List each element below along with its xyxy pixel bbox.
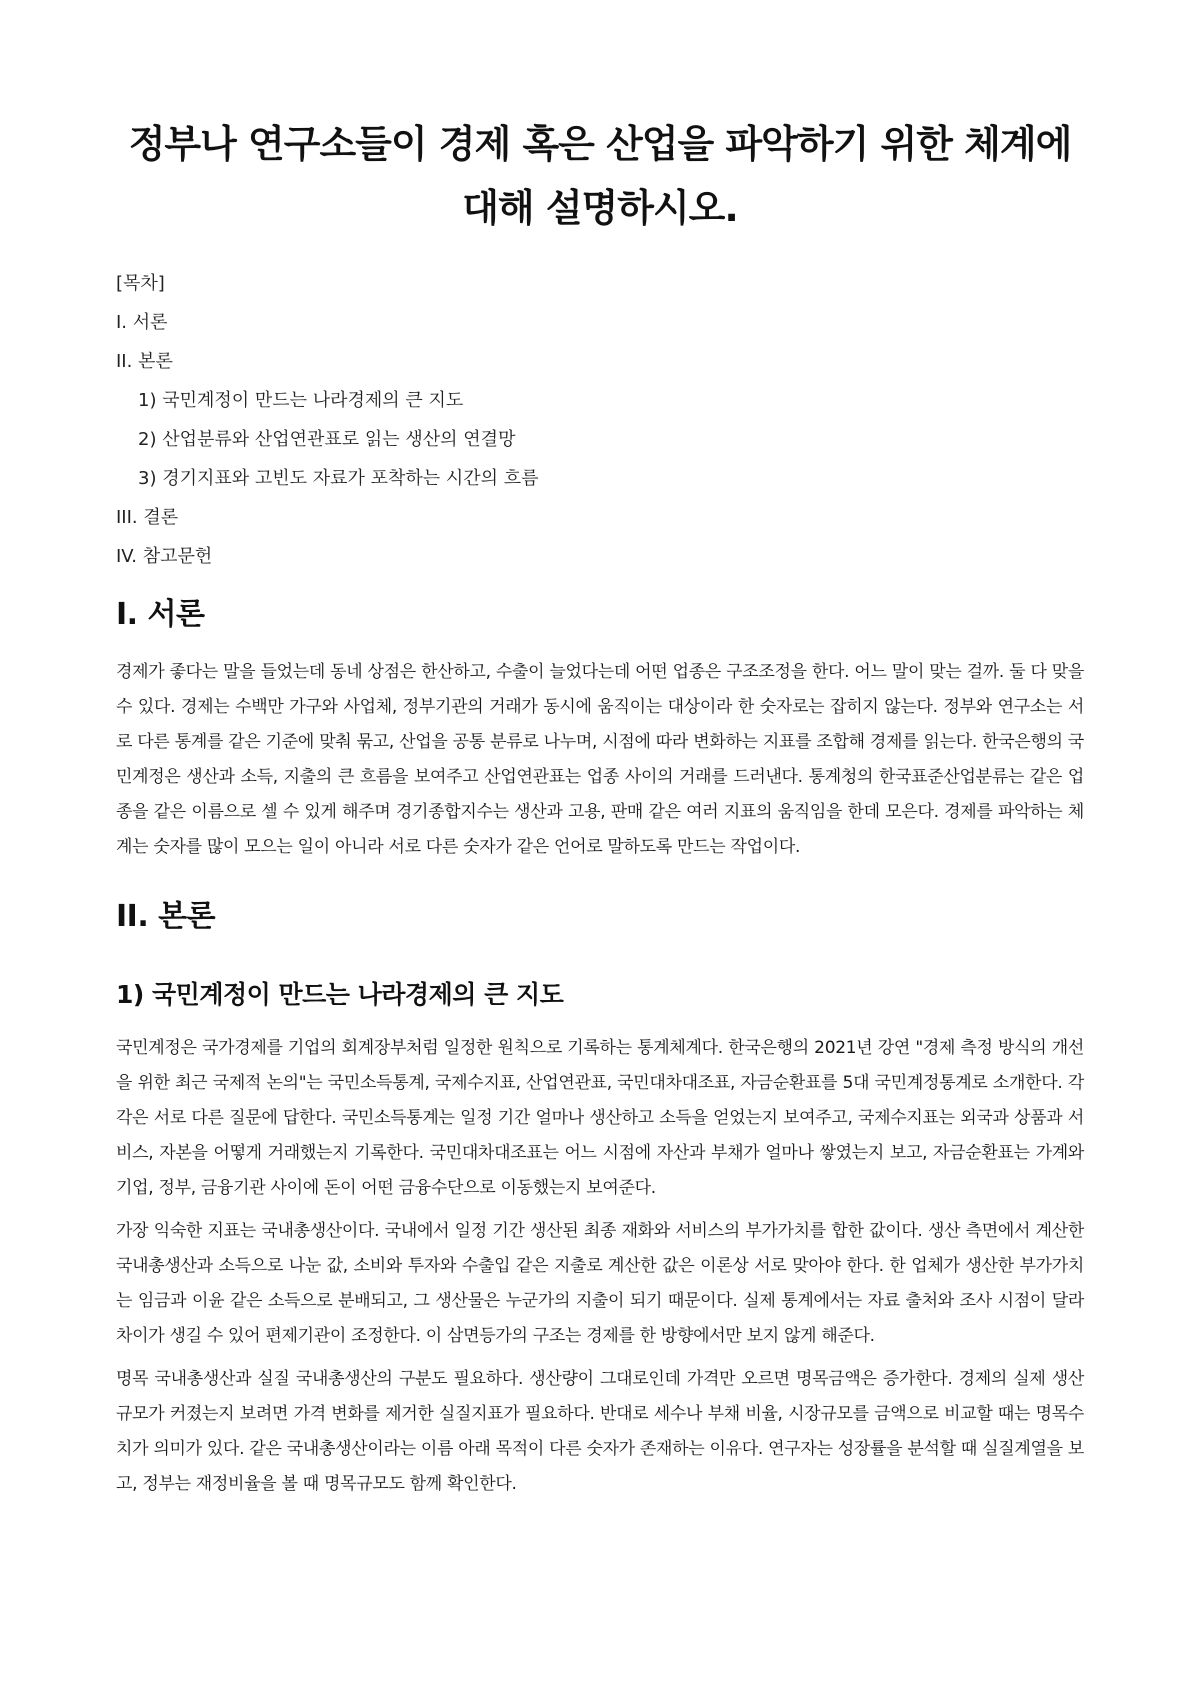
toc-item: IV. 참고문헌: [116, 546, 213, 567]
document-title: 정부나 연구소들이 경제 혹은 산업을 파악하기 위한 체계에 대해 설명하시오.: [128, 122, 1072, 230]
body-paragraph: 명목 국내총생산과 실질 국내총생산의 구분도 필요하다. 생산량이 그대로인데 가격만 오르면 명목금액은 증가한다. 경제의 실제 생산규모가 커졌는지 보려면 가격 변화를 제거한 실질지표가 필요하다. 반대로 세수나 부채 비율, 시장규모를 금액으로 비교할 때는 명목수치가 의미가 있다. 같은 국내총생산이라는 이름 아래 목적이 다른 숫자가 존재하는 이유다. 연구자는 성장률을 분석할 때 실질계열을 보고, 정부는 재정비율을 볼 때 명목규모도 함께 확인한다.: [116, 1369, 1084, 1494]
toc-subitem: 2) 산업분류와 산업연관표로 읽는 생산의 연결망: [138, 429, 516, 450]
toc-item: III. 결론: [116, 507, 179, 528]
subsection-heading-national-accounts: 1) 국민계정이 만드는 나라경제의 큰 지도: [116, 980, 564, 1009]
body-paragraph: 국민계정은 국가경제를 기업의 회계장부처럼 일정한 원칙으로 기록하는 통계체계다. 한국은행의 2021년 강연 "경제 측정 방식의 개선을 위한 최근 국제적 논의"는 국민소득통계, 국제수지표, 산업연관표, 국민대차대조표, 자금순환표를 5대 국민계정통계로 소개한다. 각각은 서로 다른 질문에 답한다. 국민소득통계는 일정 기간 얼마나 생산하고 소득을 얻었는지 보여주고, 국제수지표는 외국과 상품과 서비스, 자본을 어떻게 거래했는지 기록한다. 국민대차대조표는 어느 시점에 자산과 부채가 얼마나 쌓였는지 보고, 자금순환표는 가계와 기업, 정부, 금융기관 사이에 돈이 어떤 금융수단으로 이동했는지 보여준다.: [116, 1038, 1084, 1198]
section-heading-intro: I. 서론: [116, 597, 205, 632]
table-of-contents: [116, 274, 1084, 567]
toc-item: I. 서론: [116, 312, 168, 333]
toc-item: II. 본론: [116, 351, 173, 372]
section-heading-body: II. 본론: [116, 899, 216, 934]
intro-section: [116, 597, 1084, 865]
toc-heading: [목차]: [116, 273, 165, 294]
toc-subitem: 1) 국민계정이 만드는 나라경제의 큰 지도: [138, 390, 464, 411]
toc-subitem: 3) 경기지표와 고빈도 자료가 포착하는 시간의 흐름: [138, 468, 539, 489]
body-section: [116, 899, 1084, 1502]
intro-paragraph: 경제가 좋다는 말을 들었는데 동네 상점은 한산하고, 수출이 늘었다는데 어떤 업종은 구조조정을 한다. 어느 말이 맞는 걸까. 둘 다 맞을 수 있다. 경제는 수백만 가구와 사업체, 정부기관의 거래가 동시에 움직이는 대상이라 한 숫자로는 잡히지 않는다. 정부와 연구소는 서로 다른 통계를 같은 기준에 맞춰 묶고, 산업을 공통 분류로 나누며, 시점에 따라 변화하는 지표를 조합해 경제를 읽는다. 한국은행의 국민계정은 생산과 소득, 지출의 큰 흐름을 보여주고 산업연관표는 업종 사이의 거래를 드러낸다. 통계청의 한국표준산업분류는 같은 업종을 같은 이름으로 셀 수 있게 해주며 경기종합지수는 생산과 고용, 판매 같은 여러 지표의 움직임을 한데 모은다. 경제를 파악하는 체계는 숫자를 많이 모으는 일이 아니라 서로 다른 숫자가 같은 언어로 말하도록 만드는 작업이다.: [116, 662, 1084, 857]
body-paragraph: 가장 익숙한 지표는 국내총생산이다. 국내에서 일정 기간 생산된 최종 재화와 서비스의 부가가치를 합한 값이다. 생산 측면에서 계산한 국내총생산과 소득으로 나눈 값, 소비와 투자와 수출입 같은 지출로 계산한 값은 이론상 서로 맞아야 한다. 한 업체가 생산한 부가가치는 임금과 이윤 같은 소득으로 분배되고, 그 생산물은 누군가의 지출이 되기 때문이다. 실제 통계에서는 자료 출처와 조사 시점이 달라 차이가 생길 수 있어 편제기관이 조정한다. 이 삼면등가의 구조는 경제를 한 방향에서만 보지 않게 해준다.: [116, 1221, 1084, 1346]
